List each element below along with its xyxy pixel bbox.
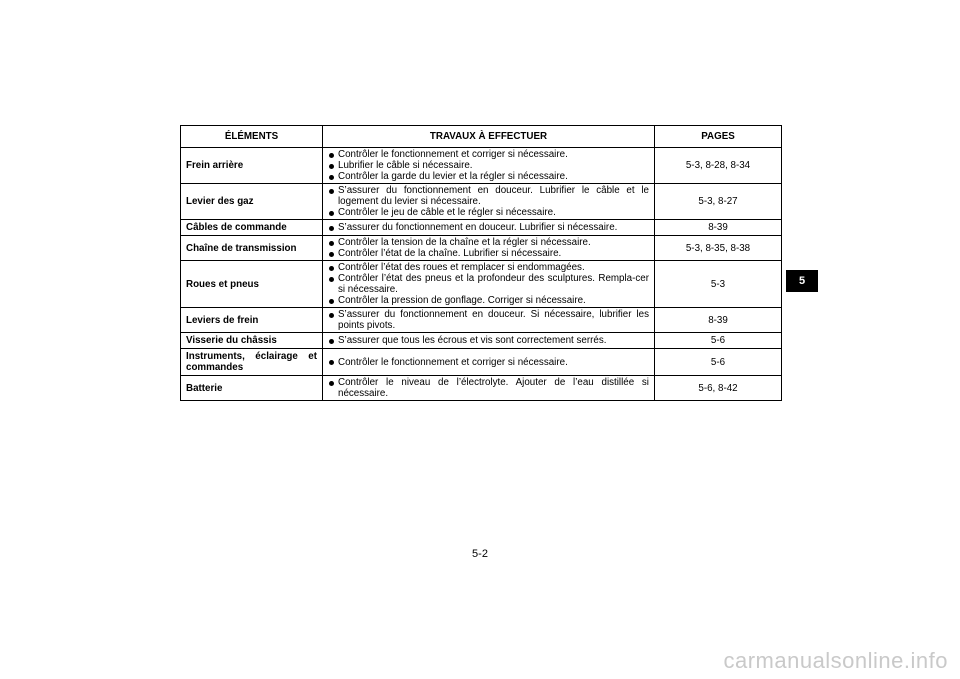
row-pages: 8-39	[655, 308, 782, 333]
row-tasks	[323, 376, 655, 401]
row-tasks	[323, 184, 655, 220]
row-item: Roues et pneus	[181, 261, 323, 308]
page-number: 5-2	[472, 548, 488, 560]
row-tasks	[323, 333, 655, 349]
task-item: Contrôler la tension de la chaîne et la régler si nécessaire.	[328, 237, 649, 248]
row-item: Frein arrière	[181, 148, 323, 184]
row-item: Câbles de commande	[181, 220, 323, 236]
task-item: S’assurer du fonctionnement en douceur. Lubrifier le câble et le logement du levier si nécessaire.	[328, 185, 649, 207]
row-pages: 5-3, 8-35, 8-38	[655, 236, 782, 261]
row-tasks	[323, 308, 655, 333]
row-tasks	[323, 148, 655, 184]
task-item: Contrôler le fonctionnement et corriger si nécessaire.	[328, 357, 649, 368]
task-item: Contrôler la pression de gonflage. Corriger si nécessaire.	[328, 295, 649, 306]
task-item: S’assurer que tous les écrous et vis sont correctement serrés.	[328, 335, 649, 346]
task-item: Contrôler l’état des pneus et la profondeur des sculptures. Rempla-cer si nécessaire.	[328, 273, 649, 295]
table-row	[181, 220, 782, 236]
row-pages: 5-6	[655, 349, 782, 376]
task-item: Contrôler l’état des roues et remplacer si endommagées.	[328, 262, 649, 273]
task-item: S’assurer du fonctionnement en douceur. Lubrifier si nécessaire.	[328, 222, 649, 233]
row-pages: 8-39	[655, 220, 782, 236]
table-row	[181, 261, 782, 308]
table-row	[181, 333, 782, 349]
row-item: Batterie	[181, 376, 323, 401]
task-item: S’assurer du fonctionnement en douceur. Si nécessaire, lubrifier les points pivots.	[328, 309, 649, 331]
row-pages: 5-6	[655, 333, 782, 349]
header-elements: ÉLÉMENTS	[181, 126, 323, 148]
maintenance-table	[180, 125, 782, 401]
row-tasks	[323, 236, 655, 261]
row-item: Leviers de frein	[181, 308, 323, 333]
table-header-row	[181, 126, 782, 148]
row-pages: 5-3, 8-28, 8-34	[655, 148, 782, 184]
row-tasks	[323, 220, 655, 236]
task-item: Contrôler la garde du levier et la régler si nécessaire.	[328, 171, 649, 182]
header-tasks: TRAVAUX À EFFECTUER	[323, 126, 655, 148]
task-item: Contrôler l’état de la chaîne. Lubrifier si nécessaire.	[328, 248, 649, 259]
task-item: Contrôler le jeu de câble et le régler si nécessaire.	[328, 207, 649, 218]
row-pages: 5-3	[655, 261, 782, 308]
row-item: Visserie du châssis	[181, 333, 323, 349]
table-row	[181, 236, 782, 261]
table-row	[181, 184, 782, 220]
row-item: Instruments, éclairage et commandes	[181, 349, 323, 376]
task-item: Lubrifier le câble si nécessaire.	[328, 160, 649, 171]
chapter-tab: 5	[786, 270, 818, 292]
task-item: Contrôler le niveau de l’électrolyte. Ajouter de l’eau distillée si nécessaire.	[328, 377, 649, 399]
row-tasks	[323, 261, 655, 308]
row-item: Chaîne de transmission	[181, 236, 323, 261]
table-row	[181, 148, 782, 184]
header-pages: PAGES	[655, 126, 782, 148]
table-row	[181, 349, 782, 376]
row-pages: 5-3, 8-27	[655, 184, 782, 220]
watermark: carmanualsonline.info	[723, 648, 948, 673]
row-tasks	[323, 349, 655, 376]
table-row	[181, 308, 782, 333]
task-item: Contrôler le fonctionnement et corriger si nécessaire.	[328, 149, 649, 160]
row-pages: 5-6, 8-42	[655, 376, 782, 401]
row-item: Levier des gaz	[181, 184, 323, 220]
table-row	[181, 376, 782, 401]
